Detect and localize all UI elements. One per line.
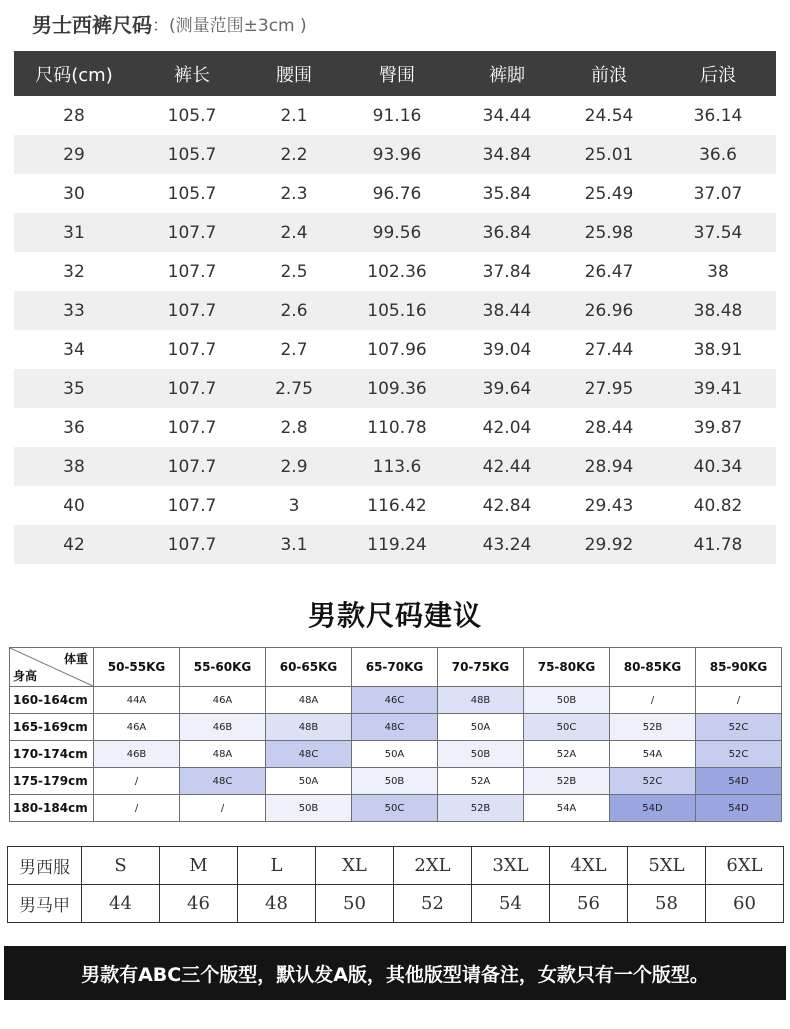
- weight-header: 75-80KG: [524, 648, 610, 687]
- table-cell: 2.2: [250, 135, 338, 174]
- suggestion-cell: /: [180, 795, 266, 822]
- column-header: 裤脚: [456, 51, 558, 96]
- page-title: [32, 6, 307, 40]
- table-cell: 107.7: [167, 261, 217, 282]
- table-row: [14, 486, 776, 525]
- table-cell: 2.7: [280, 339, 308, 360]
- suggestion-cell: 54D: [696, 768, 782, 795]
- suggestion-cell: 52C: [610, 768, 696, 795]
- suggestion-cell: /: [696, 687, 782, 714]
- suit-size-number: 44: [82, 885, 160, 923]
- table-cell: 107.7: [167, 495, 217, 516]
- table-cell: 107.7: [134, 213, 250, 252]
- table-cell: 38: [707, 261, 729, 282]
- suggestion-cell: 52B: [438, 795, 524, 822]
- table-cell: 43.24: [456, 525, 558, 564]
- table-cell: 32: [63, 261, 85, 282]
- table-cell: 107.96: [367, 339, 427, 360]
- table-cell: 30: [63, 183, 85, 204]
- suggestion-cell: 52B: [524, 768, 610, 795]
- suit-size-letter: 5XL: [628, 847, 706, 885]
- suggestion-cell: 50B: [524, 687, 610, 714]
- table-row: [14, 291, 776, 330]
- version-note-banner: 男款有ABC三个版型，默认发A版，其他版型请备注，女款只有一个版型。: [4, 946, 786, 1000]
- table-cell: 25.49: [584, 183, 634, 204]
- table-cell: 110.78: [367, 417, 427, 438]
- table-cell: 40: [63, 495, 85, 516]
- suggestion-cell: 50C: [352, 795, 438, 822]
- table-cell: 31: [14, 213, 134, 252]
- suggestion-cell: 50B: [438, 741, 524, 768]
- suggestion-cell: 54D: [696, 795, 782, 822]
- table-row: [14, 330, 776, 369]
- table-cell: 27.44: [584, 339, 634, 360]
- height-row: [10, 795, 782, 822]
- size-suggestion-table: [9, 647, 782, 822]
- table-cell: 26.47: [584, 261, 634, 282]
- table-cell: 29: [14, 135, 134, 174]
- table-row: [14, 135, 776, 174]
- suggestion-cell: 46C: [352, 687, 438, 714]
- table-cell: 25.01: [558, 135, 660, 174]
- suit-size-letter: 3XL: [472, 847, 550, 885]
- table-cell: 37.07: [693, 183, 743, 204]
- column-header: 尺码(cm): [14, 51, 134, 96]
- height-label: 180-184cm: [10, 795, 94, 822]
- table-cell: 36: [63, 417, 85, 438]
- table-cell: 29.43: [584, 495, 634, 516]
- table-cell: 24.54: [584, 105, 634, 126]
- table-cell: 102.36: [367, 261, 427, 282]
- table-cell: 3: [288, 495, 300, 516]
- suggestion-cell: /: [94, 795, 180, 822]
- suit-size-letter: S: [82, 847, 160, 885]
- suit-size-number: 48: [238, 885, 316, 923]
- weight-header: 55-60KG: [180, 648, 266, 687]
- table-cell: 105.7: [167, 105, 217, 126]
- table-row: [14, 369, 776, 408]
- height-row: [10, 714, 782, 741]
- suit-size-number: 52: [394, 885, 472, 923]
- table-cell: 39.41: [660, 369, 776, 408]
- table-cell: 107.7: [167, 339, 217, 360]
- height-label: 160-164cm: [10, 687, 94, 714]
- table-cell: 35.84: [482, 183, 532, 204]
- column-header: 腰围: [250, 51, 338, 96]
- table-row: [14, 96, 776, 135]
- suggestion-cell: 54A: [524, 795, 610, 822]
- suggestion-cell: /: [610, 687, 696, 714]
- title-main: 男士西裤尺码: [32, 12, 152, 37]
- table-cell: 113.6: [338, 447, 456, 486]
- table-row: [14, 174, 776, 213]
- suit-size-letter: L: [238, 847, 316, 885]
- table-cell: 2.9: [250, 447, 338, 486]
- suggestion-cell: 50C: [524, 714, 610, 741]
- suggestion-cell: 48B: [266, 714, 352, 741]
- table-cell: 35: [14, 369, 134, 408]
- table-cell: 28.94: [558, 447, 660, 486]
- table-cell: 3.1: [250, 525, 338, 564]
- height-row: [10, 768, 782, 795]
- table-cell: 91.16: [372, 105, 422, 126]
- table-cell: 26.96: [558, 291, 660, 330]
- suit-size-number: 50: [316, 885, 394, 923]
- suggestion-cell: 46A: [180, 687, 266, 714]
- suggestion-cell: 50A: [352, 741, 438, 768]
- suit-size-letter: M: [160, 847, 238, 885]
- weight-header: 70-75KG: [438, 648, 524, 687]
- table-row: [14, 213, 776, 252]
- table-cell: 38.48: [660, 291, 776, 330]
- table-cell: 119.24: [338, 525, 456, 564]
- table-cell: 93.96: [338, 135, 456, 174]
- suit-size-number: 60: [706, 885, 784, 923]
- table-cell: 42.84: [482, 495, 532, 516]
- table-cell: 25.98: [558, 213, 660, 252]
- suggestion-cell: 54D: [610, 795, 696, 822]
- table-cell: 28: [63, 105, 85, 126]
- trouser-size-table: [14, 51, 776, 564]
- weight-header: 80-85KG: [610, 648, 696, 687]
- table-cell: 34: [63, 339, 85, 360]
- title-measure-range: ：(测量范围±3cm ): [152, 15, 307, 36]
- suggestion-cell: 52C: [696, 714, 782, 741]
- table-cell: 99.56: [338, 213, 456, 252]
- suit-size-number: 58: [628, 885, 706, 923]
- table-cell: 2.8: [280, 417, 308, 438]
- table-cell: 28.44: [584, 417, 634, 438]
- table-cell: 107.7: [134, 525, 250, 564]
- suggestion-cell: /: [94, 768, 180, 795]
- table-row: [14, 408, 776, 447]
- table-row: [14, 447, 776, 486]
- suggestion-cell: 48A: [266, 687, 352, 714]
- table-cell: 116.42: [367, 495, 427, 516]
- table-cell: 38: [14, 447, 134, 486]
- table-row: [14, 525, 776, 564]
- suggestion-cell: 48B: [438, 687, 524, 714]
- corner-cell: [10, 648, 94, 687]
- table-cell: 39.64: [456, 369, 558, 408]
- table-cell: 107.7: [134, 369, 250, 408]
- table-cell: 33: [14, 291, 134, 330]
- table-cell: 37.54: [660, 213, 776, 252]
- table-cell: 36.6: [660, 135, 776, 174]
- table-cell: 27.95: [558, 369, 660, 408]
- table-cell: 2.5: [280, 261, 308, 282]
- height-row: [10, 687, 782, 714]
- table-cell: 105.16: [338, 291, 456, 330]
- table-cell: 96.76: [372, 183, 422, 204]
- height-row: [10, 741, 782, 768]
- suggestion-cell: 52A: [524, 741, 610, 768]
- suggestion-cell: 50A: [266, 768, 352, 795]
- table-cell: 36.84: [456, 213, 558, 252]
- suit-size-letter: XL: [316, 847, 394, 885]
- weight-header: 60-65KG: [266, 648, 352, 687]
- table-cell: 29.92: [558, 525, 660, 564]
- table-cell: 107.7: [134, 291, 250, 330]
- table-cell: 42: [14, 525, 134, 564]
- weight-header-row: [10, 648, 782, 687]
- table-cell: 34.84: [456, 135, 558, 174]
- table-cell: 107.7: [134, 447, 250, 486]
- suit-size-letter: 2XL: [394, 847, 472, 885]
- column-header: 前浪: [558, 51, 660, 96]
- table-cell: 40.82: [693, 495, 743, 516]
- suit-size-row: [8, 847, 784, 885]
- suggestion-cell: 46B: [94, 741, 180, 768]
- suit-size-number: 54: [472, 885, 550, 923]
- suggestion-cell: 50A: [438, 714, 524, 741]
- table-cell: 42.44: [456, 447, 558, 486]
- table-cell: 38.44: [456, 291, 558, 330]
- table-cell: 2.4: [250, 213, 338, 252]
- suit-row-label: 男西服: [8, 847, 82, 885]
- table-cell: 41.78: [660, 525, 776, 564]
- table-cell: 39.04: [482, 339, 532, 360]
- suggestion-cell: 46A: [94, 714, 180, 741]
- suit-size-number: 56: [550, 885, 628, 923]
- suggestion-cell: 48A: [180, 741, 266, 768]
- table-cell: 109.36: [338, 369, 456, 408]
- vest-size-row: [8, 885, 784, 923]
- height-label: 175-179cm: [10, 768, 94, 795]
- suggestion-title: 男款尺码建议: [307, 599, 482, 632]
- column-header: 裤长: [134, 51, 250, 96]
- suggestion-cell: 44A: [94, 687, 180, 714]
- suit-vest-size-table: [7, 846, 784, 923]
- table-cell: 36.14: [693, 105, 743, 126]
- table-cell: 105.7: [167, 183, 217, 204]
- table-cell: 105.7: [134, 135, 250, 174]
- height-label: 165-169cm: [10, 714, 94, 741]
- table-cell: 2.3: [280, 183, 308, 204]
- height-label: 170-174cm: [10, 741, 94, 768]
- table-cell: 2.1: [280, 105, 308, 126]
- suit-size-letter: 6XL: [706, 847, 784, 885]
- table-cell: 38.91: [693, 339, 743, 360]
- table-cell: 2.6: [250, 291, 338, 330]
- suggestion-cell: 52B: [610, 714, 696, 741]
- suggestion-cell: 50B: [266, 795, 352, 822]
- corner-weight-label: 体重: [63, 652, 88, 666]
- table-cell: 2.75: [250, 369, 338, 408]
- table-cell: 40.34: [660, 447, 776, 486]
- suggestion-cell: 48C: [352, 714, 438, 741]
- suggestion-cell: 50B: [352, 768, 438, 795]
- trouser-header-row: [14, 51, 776, 96]
- table-cell: 42.04: [482, 417, 532, 438]
- weight-header: 85-90KG: [696, 648, 782, 687]
- table-cell: 37.84: [482, 261, 532, 282]
- suggestion-cell: 52C: [696, 741, 782, 768]
- suit-size-number: 46: [160, 885, 238, 923]
- table-cell: 39.87: [693, 417, 743, 438]
- suggestion-cell: 48C: [266, 741, 352, 768]
- table-row: [14, 252, 776, 291]
- corner-height-label: 身高: [13, 669, 38, 683]
- weight-header: 65-70KG: [352, 648, 438, 687]
- table-cell: 34.44: [482, 105, 532, 126]
- weight-header: 50-55KG: [94, 648, 180, 687]
- table-cell: 107.7: [167, 417, 217, 438]
- suggestion-cell: 52A: [438, 768, 524, 795]
- column-header: 臀围: [338, 51, 456, 96]
- suggestion-cell: 48C: [180, 768, 266, 795]
- vest-row-label: 男马甲: [8, 885, 82, 923]
- suit-size-letter: 4XL: [550, 847, 628, 885]
- suggestion-cell: 46B: [180, 714, 266, 741]
- column-header: 后浪: [660, 51, 776, 96]
- suggestion-cell: 54A: [610, 741, 696, 768]
